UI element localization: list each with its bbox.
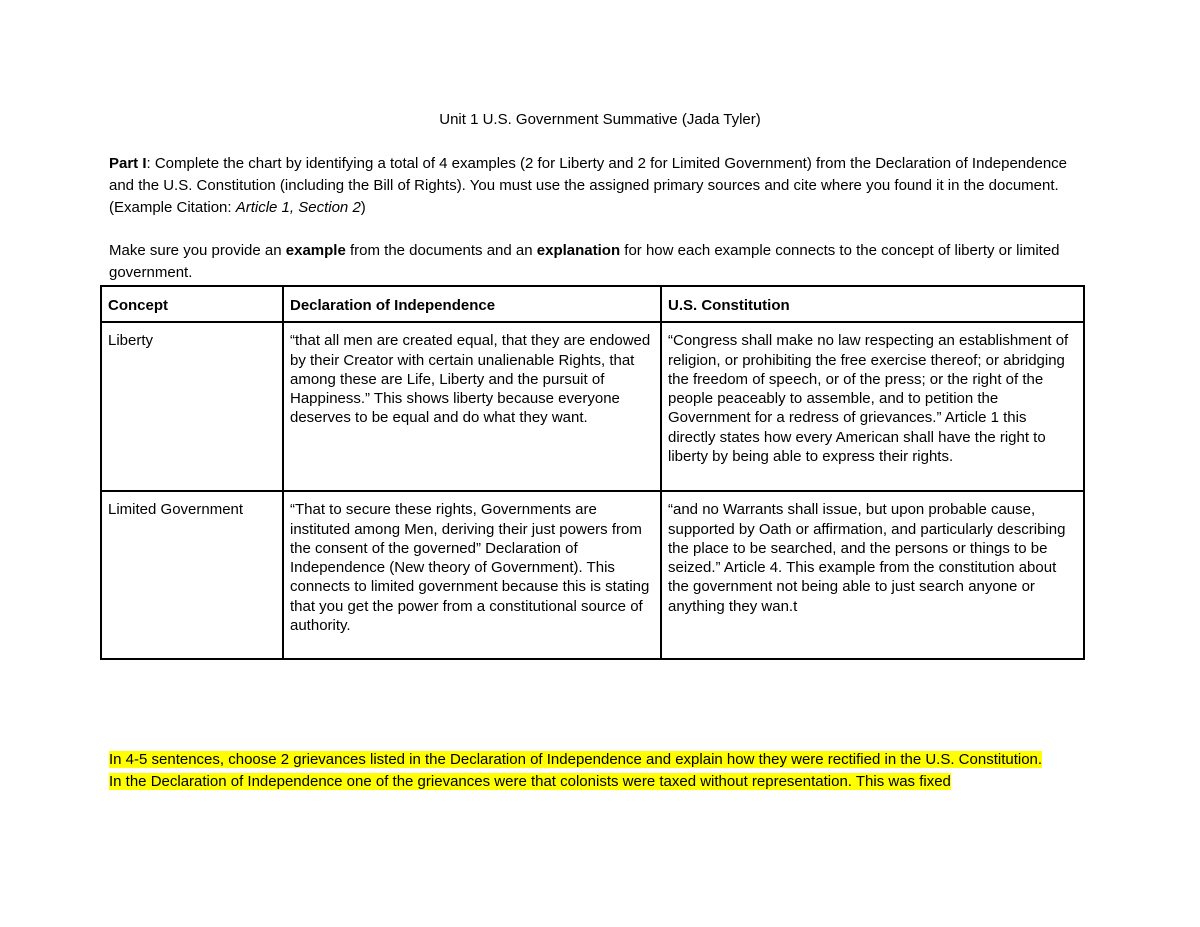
cell-constitution-liberty: “Congress shall make no law respecting an establishment of religion, or prohibiting the free exercise thereof; or abridging the freedom of speech, or of the press; or the right of the people peaceably to assemble, and to petition the Government for a redress of grievances.” Article 1 this directly states how every American shall have the right to liberty by being able to express their rights. (661, 322, 1084, 491)
table-row (101, 491, 1084, 659)
note-bold-example: example (285, 242, 346, 259)
cell-declaration-liberty: “that all men are created equal, that they are endowed by their Creator with certain unalienable Rights, that among these are Life, Liberty and the pursuit of Happiness.” This shows liberty because everyone deserves to be equal and do what they want. (283, 322, 661, 491)
part1-note (109, 240, 1069, 284)
cell-constitution-limited-government: “and no Warrants shall issue, but upon probable cause, supported by Oath or affirmation, and particularly describing the place to be searched, and the persons or things to be seized.” Article 4. This example from the constitution about the government not being able to just search anyone or anything they wan.t (661, 491, 1084, 659)
highlighted-answer: In the Declaration of Independence one of the grievances were that colonists were taxed without representation. This was fixed (109, 773, 951, 790)
part1-instructions (109, 153, 1069, 219)
highlighted-section (109, 749, 1089, 793)
header-concept: Concept (101, 286, 283, 322)
note-bold-explanation: explanation (536, 242, 621, 259)
part1-label: Part I (109, 155, 147, 172)
header-constitution: U.S. Constitution (661, 286, 1084, 322)
cell-concept-limited-government: Limited Government (101, 491, 283, 659)
header-declaration: Declaration of Independence (283, 286, 661, 322)
table-row (101, 322, 1084, 491)
part1-instructions-close: ) (360, 199, 366, 216)
concept-chart-table (100, 285, 1085, 660)
cell-concept-liberty: Liberty (101, 322, 283, 491)
part1-instructions-text: : Complete the chart by identifying a total of 4 examples (2 for Liberty and 2 for Limited Government) from the Declaration of Independence and the U.S. Constitution (including the Bill of Rights). You must use the assigned primary sources and cite where you found it in the document. (Example Citation: (109, 155, 1068, 216)
note-text-b: from the documents and an (345, 242, 537, 259)
note-text-a: Make sure you provide an (109, 242, 286, 259)
cell-declaration-limited-government: “That to secure these rights, Governments are instituted among Men, deriving their just powers from the consent of the governed” Declaration of Independence (New theory of Government). This connects to limited government because this is stating that you get the power from a constitutional source of authority. (283, 491, 661, 659)
table-header-row (101, 286, 1084, 322)
document-title: Unit 1 U.S. Government Summative (Jada Tyler) (439, 111, 761, 128)
highlighted-prompt: In 4-5 sentences, choose 2 grievances listed in the Declaration of Independence and explain how they were rectified in the U.S. Constitution. (109, 751, 1043, 768)
citation-example: Article 1, Section 2 (235, 199, 361, 216)
note-text-c: for how each example connects to the concept of liberty or limited government. (109, 242, 1060, 281)
